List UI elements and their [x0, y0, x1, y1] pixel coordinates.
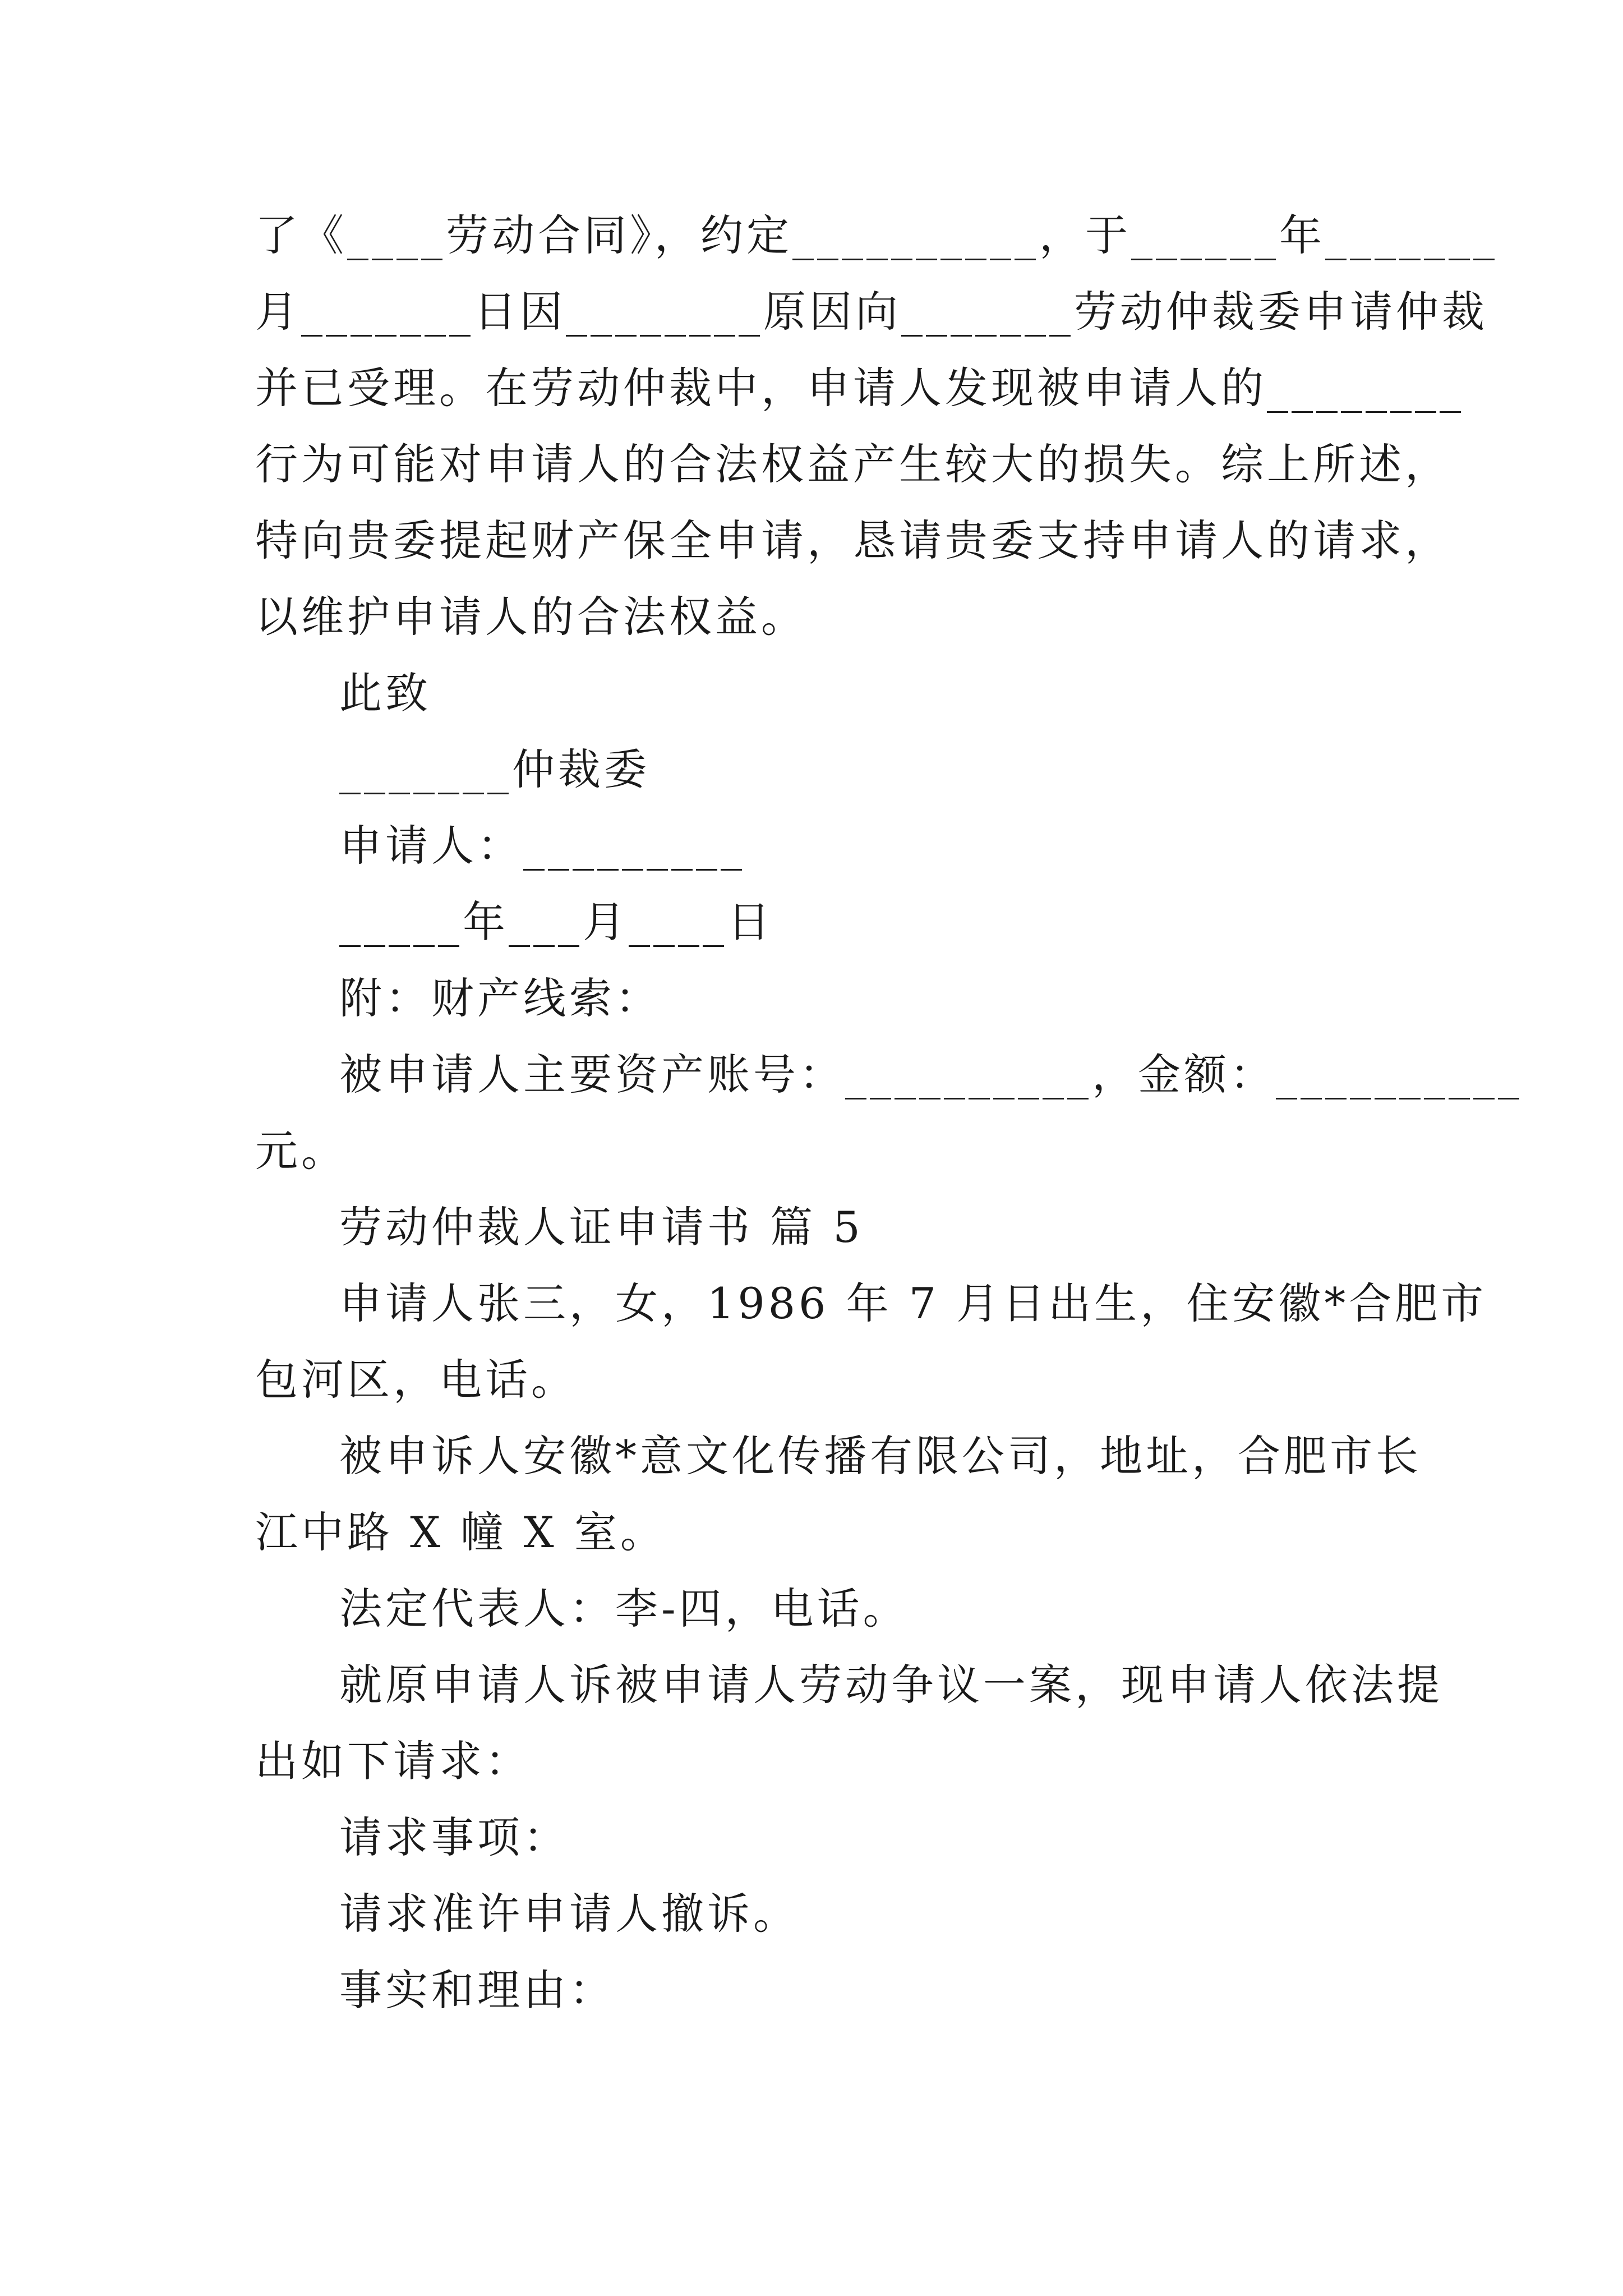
- paragraph-line: 了《____劳动合同》，约定__________，于______年_______: [255, 210, 1498, 260]
- asset-account-line: 被申请人主要资产账号：__________，金额：__________: [339, 1050, 1523, 1099]
- paragraph-line: 行为可能对申请人的合法权益产生较大的损失。综上所述，: [255, 439, 1451, 489]
- applicant-signature: 申请人：_________: [339, 821, 745, 871]
- attachment-heading: 附：财产线索：: [339, 973, 661, 1023]
- paragraph-line: 申请人张三，女，1986 年 7 月日出生，住安徽*合肥市: [339, 1278, 1487, 1328]
- paragraph-line: 并已受理。在劳动仲裁中，申请人发现被申请人的________: [255, 363, 1464, 413]
- paragraph-line: 就原申请人诉被申请人劳动争议一案，现申请人依法提: [339, 1660, 1443, 1710]
- section-title: 劳动仲裁人证申请书 篇 5: [339, 1202, 864, 1252]
- paragraph-line: 江中路 X 幢 X 室。: [255, 1507, 666, 1557]
- paragraph-line: 被申诉人安徽*意文化传播有限公司，地址，合肥市长: [339, 1431, 1422, 1481]
- paragraph-line: 包河区，电话。: [255, 1355, 577, 1405]
- addressee: _______仲裁委: [339, 744, 650, 794]
- request-heading: 请求事项：: [339, 1812, 569, 1862]
- facts-heading: 事实和理由：: [339, 1965, 615, 2015]
- date-line: _____年___月____日: [339, 897, 773, 947]
- paragraph-line: 法定代表人：李-四，电话。: [339, 1584, 909, 1634]
- paragraph-line: 出如下请求：: [255, 1736, 531, 1786]
- paragraph-line: 特向贵委提起财产保全申请，恳请贵委支持申请人的请求，: [255, 516, 1451, 565]
- paragraph-line: 以维护申请人的合法权益。: [255, 592, 807, 642]
- paragraph-line: 请求准许申请人撤诉。: [339, 1889, 799, 1939]
- salutation: 此致: [339, 668, 431, 718]
- paragraph-line: 月_______日因________原因向_______劳动仲裁委申请仲裁: [255, 287, 1488, 337]
- paragraph-line: 元。: [255, 1126, 347, 1176]
